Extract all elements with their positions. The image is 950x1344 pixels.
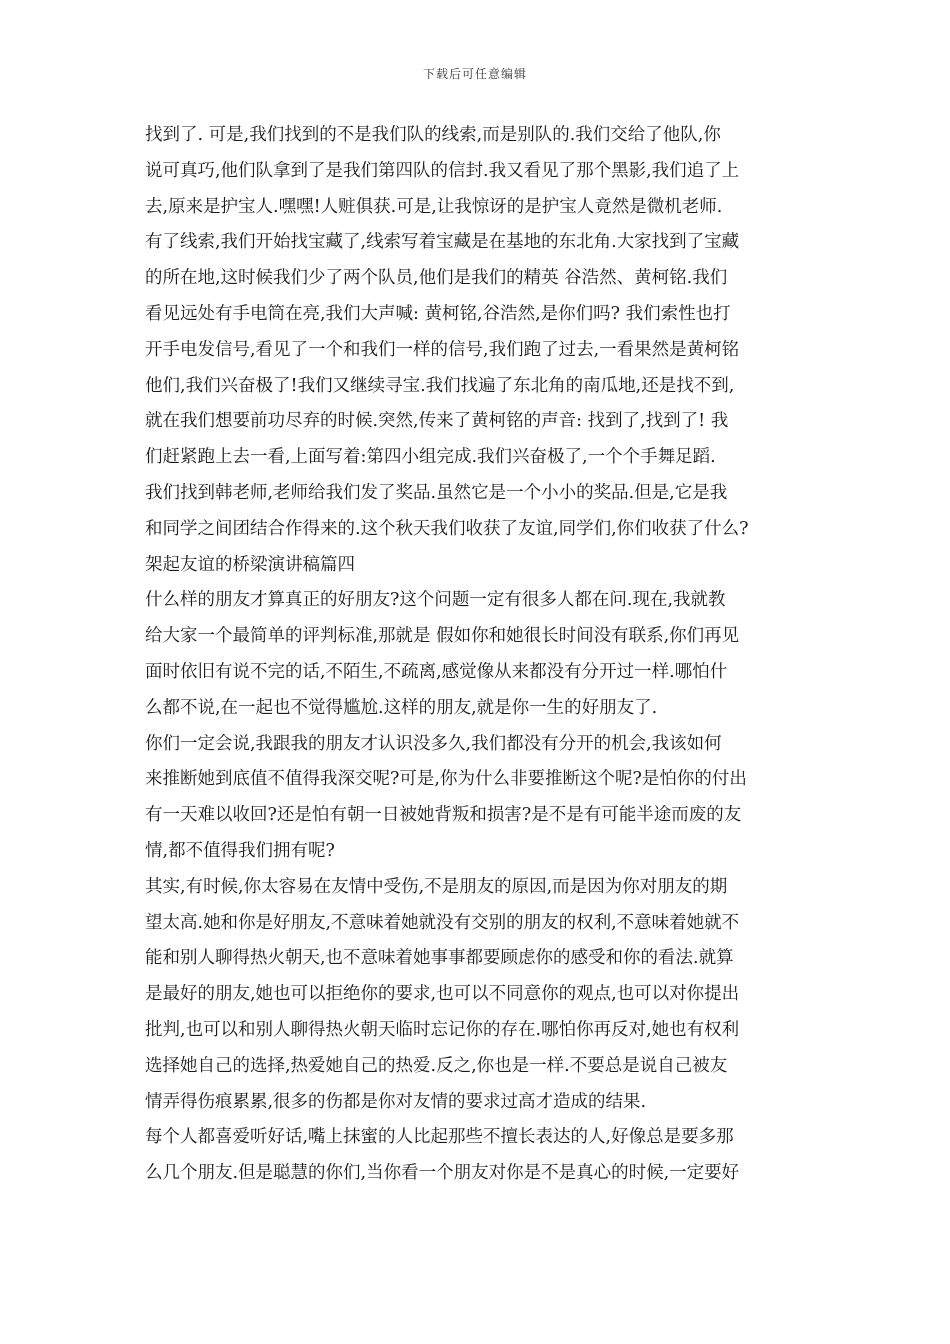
text-line: 有了线索,我们开始找宝藏了,线索写着宝藏是在基地的东北角.大家找到了宝藏: [145, 232, 740, 253]
text-line: 情,都不值得我们拥有呢?: [145, 840, 335, 861]
section-heading: 架起友谊的桥梁演讲稿篇四: [145, 554, 355, 575]
document-body: [145, 118, 815, 1192]
text-line: 给大家一个最简单的评判标准,那就是 假如你和她很长时间没有联系,你们再见: [145, 626, 740, 647]
text-line: 望太高.她和你是好朋友,不意味着她就没有交别的朋友的权利,不意味着她就不: [145, 912, 740, 933]
text-line: 有一天难以收回?还是怕有朝一日被她背叛和损害?是不是有可能半途而废的友: [145, 805, 742, 826]
text-line: 看见远处有手电筒在亮,我们大声喊: 黄柯铭,谷浩然,是你们吗? 我们索性也打: [145, 303, 731, 324]
text-line: 就在我们想要前功尽弃的时候.突然,传来了黄柯铭的声音: 找到了,找到了! 我: [145, 411, 729, 432]
text-line: 能和别人聊得热火朝天,也不意味着她事事都要顾虑你的感受和你的看法.就算: [145, 948, 734, 969]
text-line: 们赶紧跑上去一看,上面写着:第四小组完成.我们兴奋极了,一个个手舞足蹈.: [145, 447, 716, 468]
text-line: 面时依旧有说不完的话,不陌生,不疏离,感觉像从来都没有分开过一样.哪怕什: [145, 661, 728, 682]
page-header: 下载后可任意编辑: [422, 67, 527, 81]
text-line: 情弄得伤痕累累,很多的伤都是你对友情的要求过高才造成的结果.: [145, 1091, 647, 1112]
text-line: 他们,我们兴奋极了!我们又继续寻宝.我们找遍了东北角的南瓜地,还是找不到,: [145, 375, 735, 396]
text-line: 什么样的朋友才算真正的好朋友?这个问题一定有很多人都在问.现在,我就教: [145, 590, 726, 611]
text-line: 开手电发信号,看见了一个和我们一样的信号,我们跑了过去,一看果然是黄柯铭: [145, 339, 740, 360]
text-line: 你们一定会说,我跟我的朋友才认识没多久,我们都没有分开的机会,我该如何: [145, 733, 722, 754]
text-line: 的所在地,这时候我们少了两个队员,他们是我们的精英 谷浩然、黄柯铭.我们: [145, 268, 728, 289]
text-line: 每个人都喜爱听好话,嘴上抹蜜的人比起那些不擅长表达的人,好像总是要多那: [145, 1127, 734, 1148]
text-line: 是最好的朋友,她也可以拒绝你的要求,也可以不同意你的观点,也可以对你提出: [145, 984, 740, 1005]
text-line: 批判,也可以和别人聊得热火朝天临时忘记你的存在.哪怕你再反对,她也有权利: [145, 1019, 740, 1040]
text-line: 么几个朋友.但是聪慧的你们,当你看一个朋友对你是不是真心的时候,一定要好: [145, 1163, 740, 1184]
text-line: 找到了. 可是,我们找到的不是我们队的线索,而是别队的.我们交给了他队,你: [145, 125, 721, 145]
text-line: 来推断她到底值不值得我深交呢?可是,你为什么非要推断这个呢?是怕你的付出: [145, 769, 747, 790]
text-line: 选择她自己的选择,热爱她自己的热爱.反之,你也是一样.不要总是说自己被友: [145, 1055, 728, 1076]
text-line: 去,原来是护宝人.嘿嘿!人赃俱获.可是,让我惊讶的是护宝人竟然是微机老师.: [145, 196, 723, 217]
text-line: 说可真巧,他们队拿到了是我们第四队的信封.我又看见了那个黑影,我们追了上: [145, 160, 740, 181]
text-line: 我们找到韩老师,老师给我们发了奖品.虽然它是一个小小的奖品.但是,它是我: [145, 482, 728, 503]
text-line: 和同学之间团结合作得来的.这个秋天我们收获了友谊,同学们,你们收获了什么?: [145, 518, 749, 539]
text-line: 其实,有时候,你太容易在友情中受伤,不是朋友的原因,而是因为你对朋友的期: [145, 876, 728, 897]
text-line: 么都不说,在一起也不觉得尴尬.这样的朋友,就是你一生的好朋友了.: [145, 697, 658, 718]
